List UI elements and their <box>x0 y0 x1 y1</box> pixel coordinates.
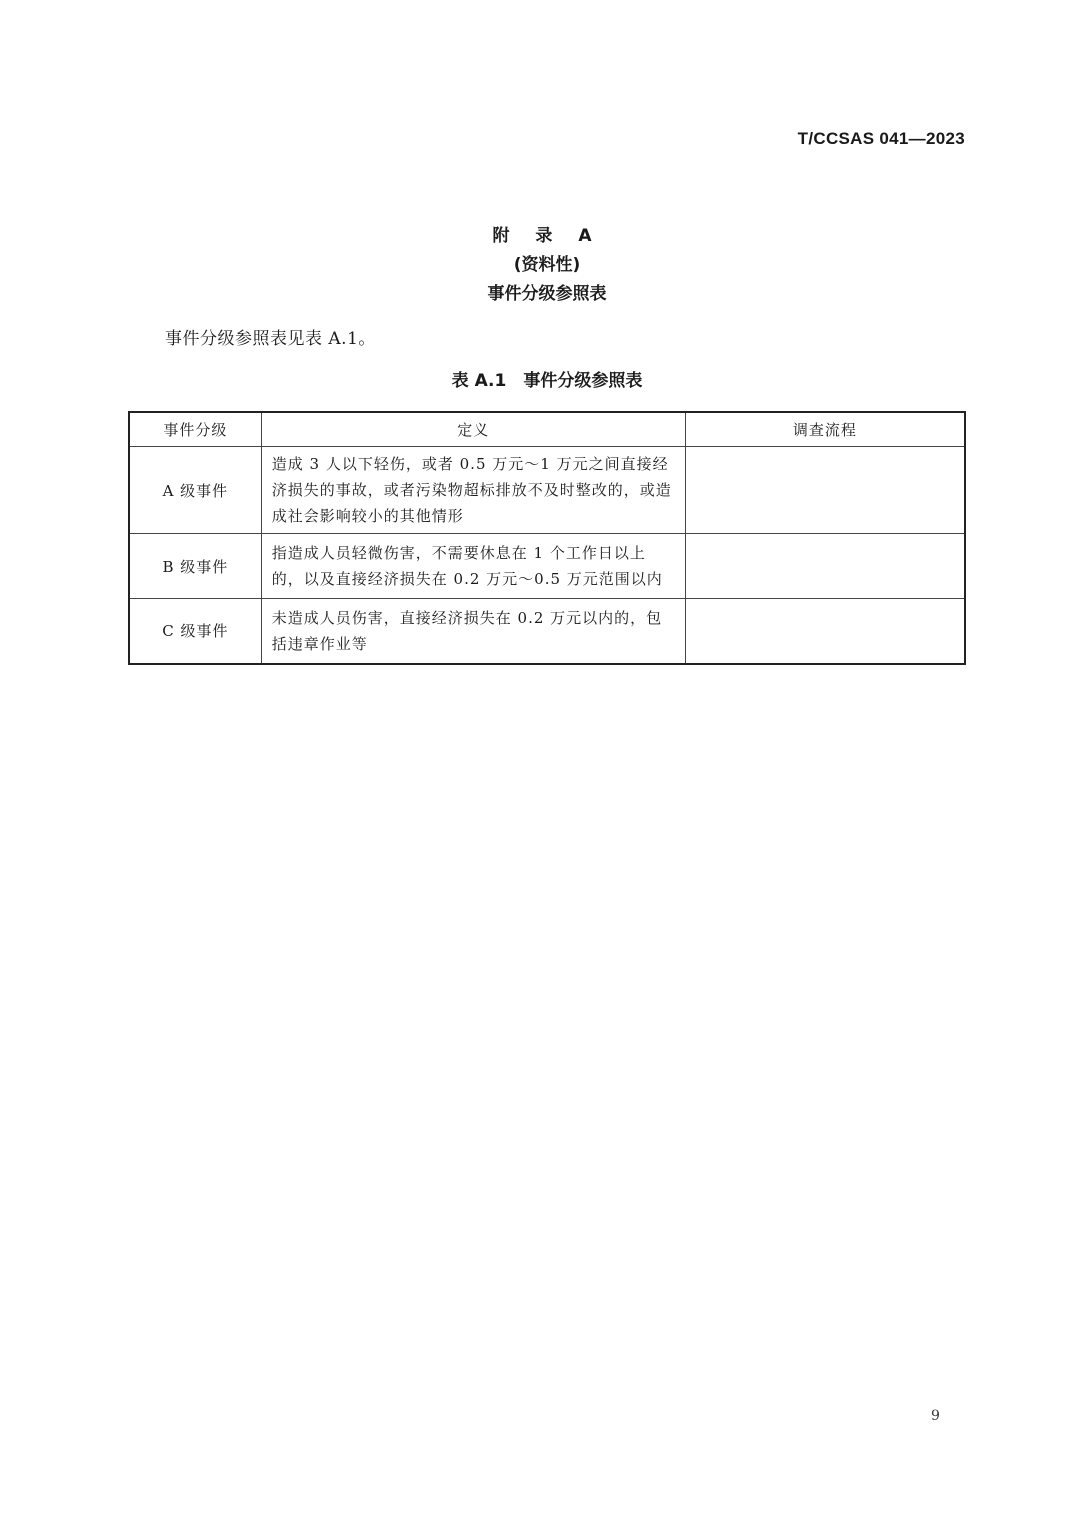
appendix-label: 附 录 A <box>492 226 602 246</box>
table-row <box>129 534 965 599</box>
table-row <box>129 447 965 534</box>
intro-paragraph: 事件分级参照表见表 A.1。 <box>165 329 376 349</box>
table-row <box>129 599 965 664</box>
column-header-grade: 事件分级 <box>129 412 261 447</box>
grading-table <box>128 411 966 665</box>
column-header-definition: 定义 <box>261 412 685 447</box>
appendix-heading <box>0 222 1080 309</box>
procedure-cell <box>685 447 965 534</box>
grade-cell: A 级事件 <box>129 447 261 534</box>
table-header-row <box>129 412 965 447</box>
table-caption: 表 A.1 事件分级参照表 <box>451 371 643 391</box>
definition-cell: 造成 3 人以下轻伤，或者 0.5 万元～1 万元之间直接经济损失的事故，或者污染物超标排放不及时整改的，或造成社会影响较小的其他情形 <box>261 447 685 534</box>
procedure-cell <box>685 534 965 599</box>
procedure-cell <box>685 599 965 664</box>
grade-cell: B 级事件 <box>129 534 261 599</box>
column-header-procedure: 调查流程 <box>685 412 965 447</box>
standard-code: T/CCSAS 041—2023 <box>797 129 965 148</box>
page-number: 9 <box>931 1408 940 1424</box>
definition-cell: 未造成人员伤害，直接经济损失在 0.2 万元以内的，包括违章作业等 <box>261 599 685 664</box>
grade-cell: C 级事件 <box>129 599 261 664</box>
appendix-nature: (资料性) <box>513 255 581 275</box>
definition-cell: 指造成人员轻微伤害，不需要休息在 1 个工作日以上的，以及直接经济损失在 0.2 万元～0.5 万元范围以内 <box>261 534 685 599</box>
appendix-title: 事件分级参照表 <box>487 284 607 304</box>
